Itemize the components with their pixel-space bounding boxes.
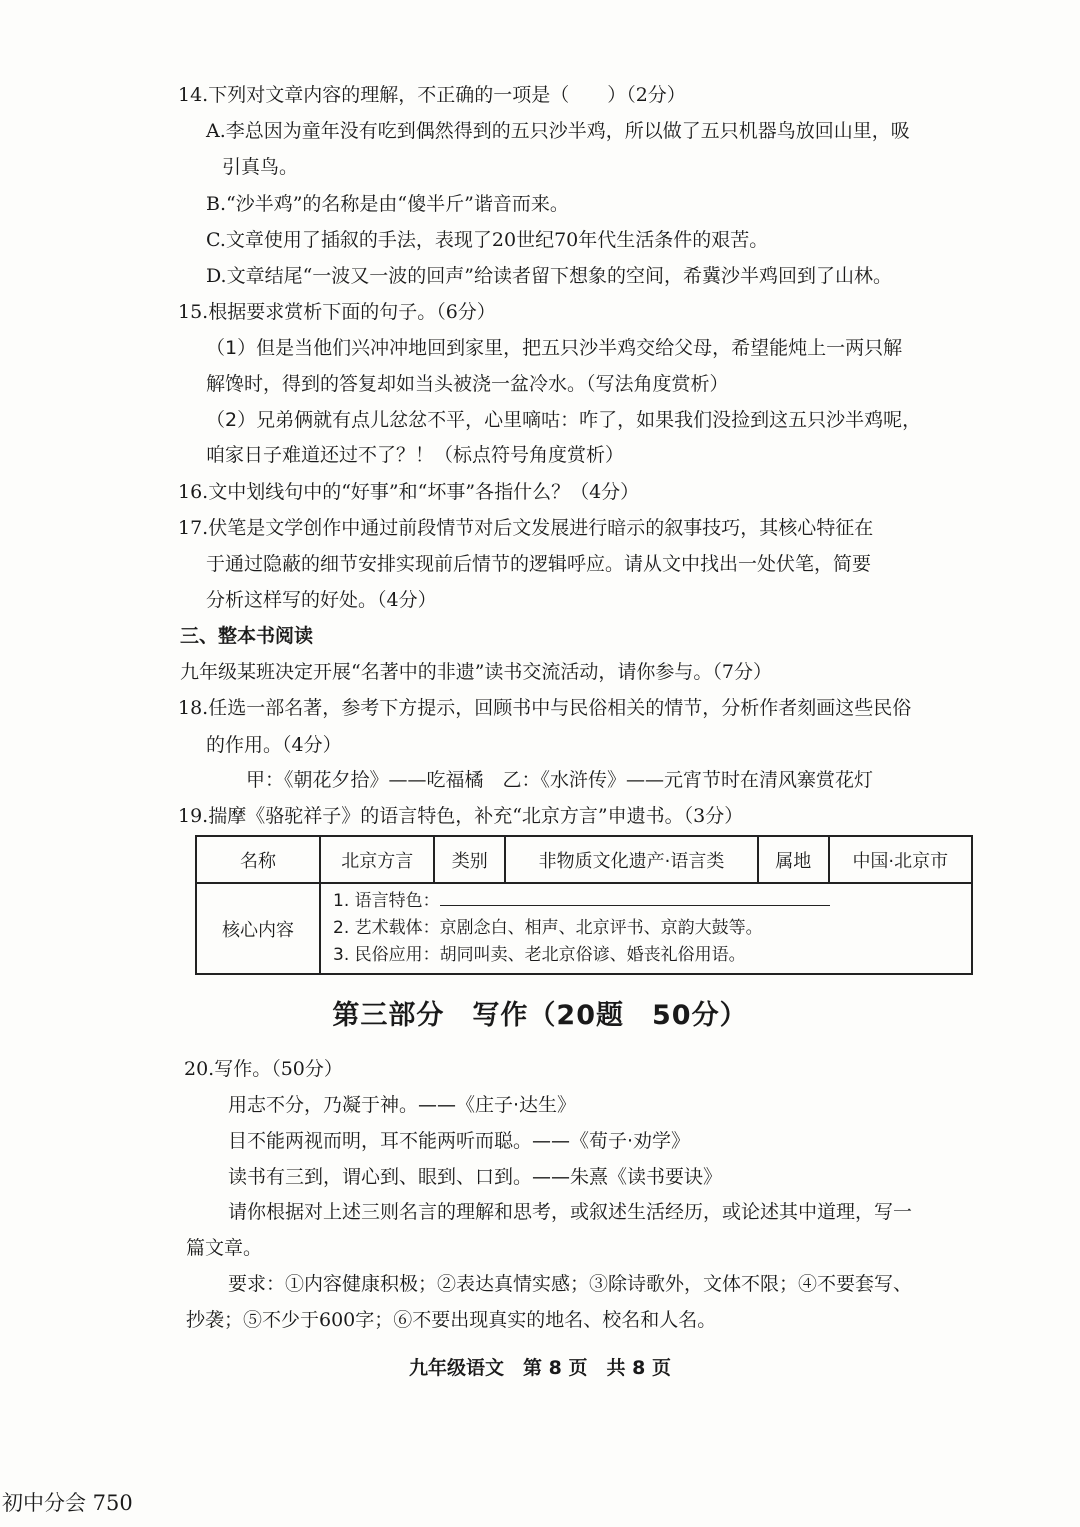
core-item-2: 2. 艺术载体：京剧念白、相声、北京评书、京韵大鼓等。: [333, 918, 763, 938]
q20-requirements-cont: 抄袭；⑤不少于600字；⑥不要出现真实的地名、校名和人名。: [186, 1309, 717, 1331]
core-content-label: 核心内容: [196, 883, 320, 974]
q16-stem: 16.文中划线句中的“好事”和“坏事”各指什么？（4分）: [178, 481, 640, 503]
place-label: 属地: [758, 836, 829, 883]
q14-option-b: B.“沙半鸡”的名称是由“傻半斤”谐音而来。: [206, 193, 569, 215]
name-value: 北京方言: [320, 836, 434, 883]
page-footer: 九年级语文 第 8 页 共 8 页: [409, 1357, 671, 1379]
type-value: 非物质文化遗产·语言类: [505, 836, 758, 883]
application-table: [195, 835, 973, 975]
q20-stem: 20.写作。（50分）: [184, 1058, 343, 1080]
q17-line-1: 17.伏笔是文学创作中通过前段情节对后文发展进行暗示的叙事技巧，其核心特征在: [178, 517, 874, 539]
q17-line-2: 于通过隐蔽的细节安排实现前后情节的逻辑呼应。请从文中找出一处伏笔，简要: [206, 553, 872, 575]
core-item-1: [333, 888, 959, 915]
core-item-3: 3. 民俗应用：胡同叫卖、老北京俗谚、婚丧礼俗用语。: [333, 945, 746, 965]
q18-line-2: 的作用。（4分）: [206, 734, 342, 756]
q14-option-d: D.文章结尾“一波又一波的回声”给读者留下想象的空间，希冀沙半鸡回到了山林。: [206, 265, 893, 287]
q15-sentence-2-cont: 咱家日子难道还过不了？！（标点符号角度赏析）: [206, 444, 625, 466]
q15-sentence-1: （1）但是当他们兴冲冲地回到家里，把五只沙半鸡交给父母，希望能炖上一两只解: [206, 337, 903, 359]
q20-prompt: 请你根据对上述三则名言的理解和思考，或叙述生活经历，或论述其中道理，写一: [228, 1201, 913, 1223]
q20-requirements: 要求：①内容健康积极；②表达真情实感；③除诗歌外，文体不限；④不要套写、: [228, 1273, 913, 1295]
section-3-title: 三、整本书阅读: [180, 625, 314, 647]
q14-stem: 14.下列对文章内容的理解，不正确的一项是（ ）（2分）: [178, 84, 686, 106]
q19-stem: 19.揣摩《骆驼祥子》的语言特色，补充“北京方言”申遗书。（3分）: [178, 805, 744, 827]
q14-option-c: C.文章使用了插叙的手法，表现了20世纪70年代生活条件的艰苦。: [206, 229, 769, 251]
core-content-items: [320, 883, 972, 974]
q20-quote-2: 目不能两视而明，耳不能两听而聪。——《荀子·劝学》: [228, 1130, 691, 1152]
q17-line-3: 分析这样写的好处。（4分）: [206, 589, 437, 611]
q18-hint: 甲：《朝花夕拾》——吃福橘 乙：《水浒传》——元宵节时在清风寨赏花灯: [246, 769, 874, 791]
q15-sentence-2: （2）兄弟俩就有点儿忿忿不平，心里嘀咕：咋了，如果我们没捡到这五只沙半鸡呢，: [206, 409, 922, 431]
part-3-title: 第三部分 写作（20题 50分）: [332, 1000, 748, 1031]
q20-prompt-cont: 篇文章。: [186, 1237, 263, 1259]
core-item-1-text: 1. 语言特色：: [333, 891, 440, 911]
q20-quote-3: 读书有三到，谓心到、眼到、口到。——朱熹《读书要诀》: [228, 1166, 723, 1188]
type-label: 类别: [434, 836, 505, 883]
name-label: 名称: [196, 836, 320, 883]
answer-blank[interactable]: [440, 889, 830, 906]
watermark-label: 初中分会 750: [2, 1491, 133, 1515]
q14-option-a: A.李总因为童年没有吃到偶然得到的五只沙半鸡，所以做了五只机器鸟放回山里，吸: [206, 120, 910, 142]
q15-sentence-1-cont: 解馋时，得到的答复却如当头被浇一盆冷水。（写法角度赏析）: [206, 373, 729, 395]
q18-line-1: 18.任选一部名著，参考下方提示，回顾书中与民俗相关的情节，分析作者刻画这些民俗: [178, 697, 912, 719]
q15-stem: 15.根据要求赏析下面的句子。（6分）: [178, 301, 496, 323]
q20-quote-1: 用志不分，乃凝于神。——《庄子·达生》: [228, 1094, 577, 1116]
q14-option-a-cont: 引真鸟。: [222, 156, 299, 178]
section-3-intro: 九年级某班决定开展“名著中的非遗”读书交流活动，请你参与。（7分）: [180, 661, 773, 683]
place-value: 中国·北京市: [829, 836, 972, 883]
